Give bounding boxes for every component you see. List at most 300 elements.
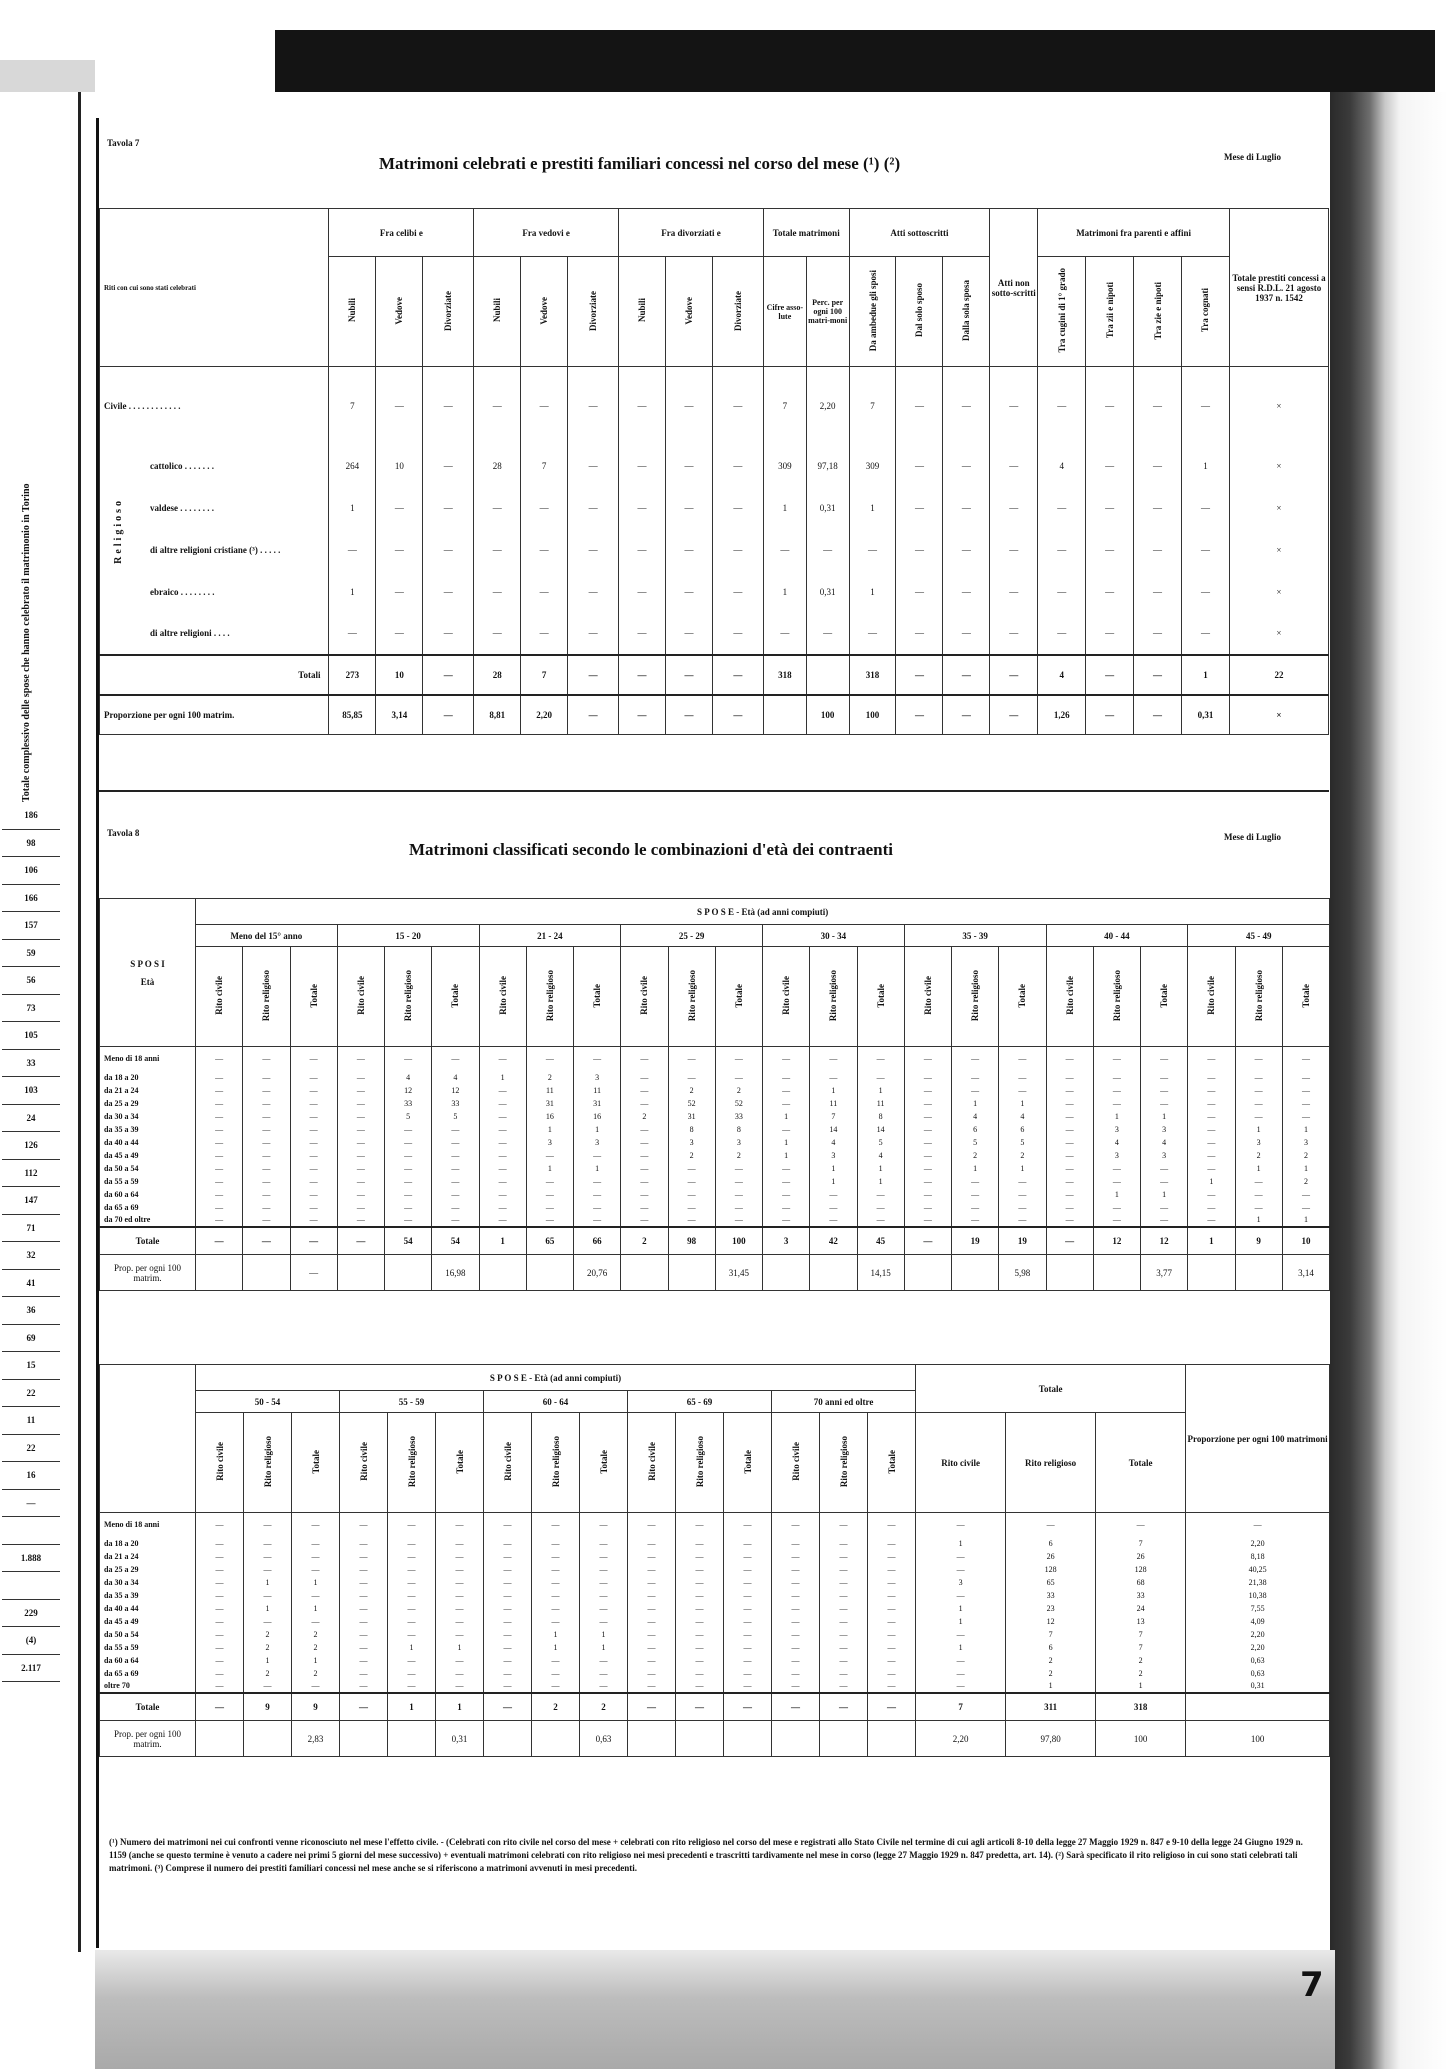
table-cell: — xyxy=(243,1227,290,1255)
table-cell: 1 xyxy=(329,487,376,529)
vertical-label: Totale xyxy=(454,1449,465,1474)
table-cell: — xyxy=(244,1537,292,1550)
table-cell: — xyxy=(763,1188,810,1201)
table-row xyxy=(100,1641,1330,1654)
table-cell: — xyxy=(526,1201,573,1214)
table-cell: — xyxy=(526,1175,573,1188)
table-cell: 14 xyxy=(857,1123,904,1136)
table-cell: — xyxy=(436,1667,484,1680)
table-cell: — xyxy=(715,1214,762,1227)
table-cell: — xyxy=(292,1537,340,1550)
table-cell: 318 xyxy=(763,655,806,695)
table-cell: — xyxy=(999,1084,1046,1097)
table-cell: — xyxy=(337,1214,384,1227)
table-cell: — xyxy=(196,1097,243,1110)
table-cell: — xyxy=(676,1680,724,1693)
table-cell: 1 xyxy=(810,1175,857,1188)
table-cell: — xyxy=(532,1589,580,1602)
stub-cell: 41 xyxy=(2,1270,60,1298)
stub-cell: 157 xyxy=(2,912,60,940)
stub-cell: 106 xyxy=(2,857,60,885)
table-cell: — xyxy=(196,1550,244,1563)
table-cell: — xyxy=(772,1576,820,1589)
table-cell: — xyxy=(337,1123,384,1136)
table-cell: — xyxy=(763,1123,810,1136)
stub-cell: 103 xyxy=(2,1077,60,1105)
total-cell: 2 xyxy=(1006,1654,1096,1667)
table-cell: — xyxy=(196,1136,243,1149)
table-cell: — xyxy=(340,1537,388,1550)
table-cell: 1 xyxy=(244,1576,292,1589)
table-cell: 54 xyxy=(385,1227,432,1255)
table-cell: — xyxy=(868,1680,916,1693)
table-cell: — xyxy=(1046,1149,1093,1162)
stub-heading: Totale complessivo delle spose che hanno celebrato il matrimonio in Torino xyxy=(21,483,32,802)
table-row xyxy=(100,1615,1330,1628)
table-row xyxy=(100,613,1329,655)
age-label: da 55 a 59 xyxy=(100,1641,196,1654)
table-cell: — xyxy=(484,1563,532,1576)
total-cell: — xyxy=(1006,1513,1096,1537)
table-cell: — xyxy=(340,1641,388,1654)
table-cell: 0,31 xyxy=(436,1721,484,1757)
table-cell: — xyxy=(574,1201,621,1214)
table-cell: — xyxy=(904,1071,951,1084)
subcol-header xyxy=(896,257,943,367)
table-cell: — xyxy=(376,571,423,613)
table-cell: — xyxy=(810,1071,857,1084)
table-cell: — xyxy=(337,1136,384,1149)
table-cell: — xyxy=(329,529,376,571)
table-cell: — xyxy=(857,1071,904,1084)
table-cell: — xyxy=(724,1563,772,1576)
table-cell: — xyxy=(479,1123,526,1136)
vertical-label: Vedove xyxy=(683,296,694,325)
table-cell: 7 xyxy=(763,367,806,445)
table-cell: — xyxy=(479,1201,526,1214)
table-cell: — xyxy=(243,1084,290,1097)
spose-header: S P O S E - Età (ad anni compiuti) xyxy=(196,899,1330,925)
stub-cell: 16 xyxy=(2,1462,60,1490)
table-cell: — xyxy=(772,1550,820,1563)
table-cell: — xyxy=(423,613,474,655)
table-cell: — xyxy=(990,445,1038,487)
subcol-label: Cifre asso-lute xyxy=(766,302,804,321)
table-cell: — xyxy=(580,1537,628,1550)
table-cell: — xyxy=(290,1175,337,1188)
table-cell xyxy=(868,1721,916,1757)
vertical-label: Rito religioso xyxy=(694,1435,705,1488)
vertical-label: Dalla sola sposa xyxy=(961,279,972,341)
table-cell: — xyxy=(1046,1162,1093,1175)
table-cell: — xyxy=(526,1149,573,1162)
table-cell: — xyxy=(196,1602,244,1615)
table-cell: 4 xyxy=(432,1071,479,1084)
totals-row xyxy=(100,1227,1330,1255)
table-cell: — xyxy=(484,1537,532,1550)
stub-cell: 22 xyxy=(2,1435,60,1463)
table-cell: — xyxy=(436,1602,484,1615)
table-cell: 1 xyxy=(526,1162,573,1175)
total-cell: 10,38 xyxy=(1186,1589,1330,1602)
table-cell: 1 xyxy=(1235,1162,1282,1175)
table-cell: — xyxy=(868,1628,916,1641)
stub-cell: — xyxy=(2,1490,60,1518)
total-cell: 0,63 xyxy=(1186,1667,1330,1680)
table-row xyxy=(100,1214,1330,1227)
table-cell: — xyxy=(676,1615,724,1628)
table-cell: 14 xyxy=(810,1123,857,1136)
table-cell: — xyxy=(676,1550,724,1563)
proportion-row xyxy=(100,1255,1330,1291)
table-cell: — xyxy=(619,695,666,735)
table-cell: 3 xyxy=(810,1149,857,1162)
table-cell: — xyxy=(943,529,990,571)
subcol-header xyxy=(423,257,474,367)
age-label: Meno di 18 anni xyxy=(100,1513,196,1537)
table-row xyxy=(100,1576,1330,1589)
table-cell: 5 xyxy=(385,1110,432,1123)
table-cell: 2 xyxy=(526,1071,573,1084)
vertical-label: Rito religioso xyxy=(1253,969,1264,1022)
separator xyxy=(99,790,1329,792)
footnote: (¹) Numero dei matrimoni nei cui confronti venne riconosciuto nel mese l'effetto civile. - (Celebrati con rito civile nel corso del mese + celebrati con rito religioso nel corso del mese e registrati allo Stato Civile nel termine di cui agli articoli 8-10 della legge 27 Maggio 1929 n. 847 e 9-10 della legge 24 Giugno 1929 n. 1159 (anche se questo termine è venuto a cadere nei primi 5 giorni del mese successivo) + eventuali matrimoni celebrati con rito religioso nei mesi precedenti e trascritti tardivamente nel mese in corso (legge 27 Maggio 1929 n. 847 predetta, art. 14). (²) Sarà specificato il rito religioso in cui sono stati celebrati tali matrimoni. (³) Comprese il numero dei prestiti familiari concessi nel mese anche se si riferiscono a matrimoni avvenuti in mesi precedenti. xyxy=(109,1837,1303,1873)
table-cell: 309 xyxy=(763,445,806,487)
table-cell: — xyxy=(1093,1214,1140,1227)
table-cell: 1 xyxy=(849,487,896,529)
table-row xyxy=(100,1136,1330,1149)
table-cell: — xyxy=(666,695,713,735)
table-row xyxy=(100,529,1329,571)
table-cell: 3 xyxy=(526,1136,573,1149)
table-cell xyxy=(724,1721,772,1757)
subcol-header xyxy=(810,947,857,1047)
total-cell: 40,25 xyxy=(1186,1563,1330,1576)
table-cell: — xyxy=(388,1537,436,1550)
table-cell: — xyxy=(1188,1123,1235,1136)
table-cell: — xyxy=(1141,1097,1188,1110)
table-cell: — xyxy=(619,571,666,613)
table-cell: — xyxy=(724,1537,772,1550)
total-cell: 1 xyxy=(1096,1680,1186,1693)
age-label: da 65 a 69 xyxy=(100,1201,196,1214)
total-cell: 2,20 xyxy=(1186,1641,1330,1654)
table-cell: 3 xyxy=(715,1136,762,1149)
table-cell: — xyxy=(474,529,521,571)
total-cell: 7 xyxy=(1006,1628,1096,1641)
table-cell: 2,20 xyxy=(916,1721,1006,1757)
age-label: da 70 ed oltre xyxy=(100,1214,196,1227)
stub-cell: 73 xyxy=(2,995,60,1023)
table-row xyxy=(100,1188,1330,1201)
table-cell: — xyxy=(580,1615,628,1628)
table-cell: 2 xyxy=(1282,1175,1330,1188)
table-cell: — xyxy=(432,1149,479,1162)
table-cell: — xyxy=(290,1047,337,1071)
table-cell: 16 xyxy=(526,1110,573,1123)
stub-cell: 32 xyxy=(2,1242,60,1270)
table-row xyxy=(100,1047,1330,1071)
subcol-header xyxy=(772,1413,820,1513)
table-cell: — xyxy=(868,1602,916,1615)
stub-cell: 15 xyxy=(2,1352,60,1380)
stub-cell: 166 xyxy=(2,885,60,913)
table-cell: — xyxy=(904,1149,951,1162)
table-cell: — xyxy=(385,1123,432,1136)
table-cell: 8 xyxy=(668,1123,715,1136)
row-label: Totali xyxy=(100,655,329,695)
vertical-label: Rito religioso xyxy=(403,969,414,1022)
table-cell: 1 xyxy=(1188,1227,1235,1255)
table-cell: — xyxy=(244,1589,292,1602)
age-group-header: 55 - 59 xyxy=(340,1391,484,1413)
table-cell: — xyxy=(574,1214,621,1227)
table-cell: — xyxy=(668,1214,715,1227)
table-cell: — xyxy=(243,1136,290,1149)
table-cell: — xyxy=(1046,1123,1093,1136)
table-cell: — xyxy=(1282,1047,1330,1071)
table-cell: — xyxy=(952,1071,999,1084)
table-cell: 12 xyxy=(385,1084,432,1097)
table-cell: — xyxy=(712,529,763,571)
age-group-header: 21 - 24 xyxy=(479,925,621,947)
table-cell: 1 xyxy=(1182,655,1230,695)
table-cell: 1 xyxy=(574,1162,621,1175)
table-cell: — xyxy=(1282,1201,1330,1214)
table-cell: — xyxy=(904,1214,951,1227)
table-cell: 1 xyxy=(1235,1123,1282,1136)
table-cell: — xyxy=(532,1615,580,1628)
vertical-label: Totale xyxy=(875,983,886,1008)
table-cell: — xyxy=(904,1175,951,1188)
subcol-header xyxy=(432,947,479,1047)
table-cell xyxy=(244,1721,292,1757)
table-cell: 8 xyxy=(715,1123,762,1136)
table-cell: — xyxy=(290,1110,337,1123)
table-cell: 2 xyxy=(532,1693,580,1721)
table-cell: — xyxy=(436,1513,484,1537)
table-cell: — xyxy=(532,1550,580,1563)
table-cell: — xyxy=(337,1047,384,1071)
table-cell: — xyxy=(676,1537,724,1550)
table-cell: 8 xyxy=(857,1110,904,1123)
table-cell: 28 xyxy=(474,655,521,695)
table-cell xyxy=(388,1721,436,1757)
table-cell: 1 xyxy=(580,1641,628,1654)
table-cell: — xyxy=(668,1162,715,1175)
subcol-header xyxy=(904,947,951,1047)
vertical-label: Rito religioso xyxy=(1111,969,1122,1022)
table-cell: — xyxy=(772,1589,820,1602)
table-cell: — xyxy=(943,445,990,487)
table-cell: — xyxy=(1182,613,1230,655)
table-cell: — xyxy=(196,1214,243,1227)
table-cell xyxy=(1188,1255,1235,1291)
table-cell: 2 xyxy=(715,1149,762,1162)
table-cell: — xyxy=(290,1255,337,1291)
sposi-header: S P O S I Età xyxy=(100,899,196,1047)
table-cell xyxy=(1046,1255,1093,1291)
table-cell: 3,14 xyxy=(1282,1255,1330,1291)
table-cell: 1 xyxy=(763,1110,810,1123)
table-cell: — xyxy=(376,529,423,571)
subcol-header xyxy=(196,947,243,1047)
vertical-label: Rito civile xyxy=(214,976,225,1015)
table-cell xyxy=(385,1255,432,1291)
subcol-header xyxy=(1086,257,1134,367)
age-label: da 30 a 34 xyxy=(100,1110,196,1123)
table-cell: 97,18 xyxy=(806,445,849,487)
table-cell: 5,98 xyxy=(999,1255,1046,1291)
table-cell: 3,77 xyxy=(1141,1255,1188,1291)
table-cell: — xyxy=(1086,529,1134,571)
table-cell: — xyxy=(521,487,568,529)
table-cell: 1 xyxy=(857,1175,904,1188)
table-cell: 42 xyxy=(810,1227,857,1255)
subcol-header xyxy=(1282,947,1330,1047)
table-cell: 1 xyxy=(292,1654,340,1667)
table-cell: — xyxy=(628,1602,676,1615)
table-cell: 2 xyxy=(621,1110,668,1123)
table-cell: 1 xyxy=(532,1628,580,1641)
table-cell: — xyxy=(772,1667,820,1680)
table-cell: — xyxy=(724,1550,772,1563)
table-cell: — xyxy=(1141,1214,1188,1227)
table-cell: — xyxy=(820,1537,868,1550)
total-cell: 128 xyxy=(1096,1563,1186,1576)
table-cell: — xyxy=(436,1615,484,1628)
table-cell: — xyxy=(484,1602,532,1615)
vertical-label: Rito religioso xyxy=(261,969,272,1022)
table-cell: — xyxy=(337,1097,384,1110)
table-cell: — xyxy=(244,1513,292,1537)
vertical-label: Vedove xyxy=(539,296,550,325)
table-cell: — xyxy=(999,1214,1046,1227)
total-cell: — xyxy=(916,1667,1006,1680)
table-cell: — xyxy=(521,571,568,613)
table-cell: 7 xyxy=(521,655,568,695)
table-cell: — xyxy=(340,1667,388,1680)
table-cell: 19 xyxy=(999,1227,1046,1255)
table-cell: — xyxy=(340,1680,388,1693)
table-cell: — xyxy=(724,1589,772,1602)
total-cell: 7 xyxy=(1096,1537,1186,1550)
subcol-header xyxy=(329,257,376,367)
table-cell: — xyxy=(628,1680,676,1693)
table-cell: — xyxy=(619,613,666,655)
table-cell: — xyxy=(479,1136,526,1149)
table-cell: — xyxy=(526,1188,573,1201)
table-cell: — xyxy=(290,1201,337,1214)
stub-cell xyxy=(2,1517,60,1545)
totale-header: Totale xyxy=(916,1365,1186,1413)
table-cell: — xyxy=(896,571,943,613)
table-cell: — xyxy=(484,1680,532,1693)
subcol-header xyxy=(376,257,423,367)
table-cell: 1 xyxy=(952,1162,999,1175)
table-cell: 20,76 xyxy=(574,1255,621,1291)
table-cell: 11 xyxy=(810,1097,857,1110)
table-cell: — xyxy=(619,529,666,571)
total-cell: 0,63 xyxy=(1186,1654,1330,1667)
table-cell: — xyxy=(676,1654,724,1667)
table-cell: — xyxy=(763,1097,810,1110)
table-cell: — xyxy=(521,367,568,445)
stub-cell: 71 xyxy=(2,1215,60,1243)
table-cell: — xyxy=(388,1563,436,1576)
subcol-header xyxy=(820,1413,868,1513)
total-cell: 2 xyxy=(1006,1667,1096,1680)
age-label: Meno di 18 anni xyxy=(100,1047,196,1071)
table-cell: — xyxy=(290,1188,337,1201)
table-cell: 1 xyxy=(1141,1110,1188,1123)
table-cell: — xyxy=(621,1188,668,1201)
table-cell: — xyxy=(628,1537,676,1550)
vertical-label: Rito religioso xyxy=(838,1435,849,1488)
table-cell: — xyxy=(432,1188,479,1201)
table-cell: — xyxy=(385,1214,432,1227)
table-cell: — xyxy=(1046,1175,1093,1188)
total-cell: 1 xyxy=(916,1602,1006,1615)
table-cell: 3 xyxy=(1141,1123,1188,1136)
table-cell: — xyxy=(904,1047,951,1071)
vertical-label: Vedove xyxy=(394,296,405,325)
col-group-totale: Totale matrimoni xyxy=(763,209,849,257)
table-cell xyxy=(337,1255,384,1291)
table-cell: 3 xyxy=(1093,1149,1140,1162)
table-cell: — xyxy=(668,1175,715,1188)
table-cell: — xyxy=(904,1084,951,1097)
table-cell: — xyxy=(532,1537,580,1550)
table-cell: — xyxy=(1046,1136,1093,1149)
table-row xyxy=(100,1563,1330,1576)
table-cell: — xyxy=(676,1513,724,1537)
table-cell: 2 xyxy=(1282,1149,1330,1162)
subcol-header xyxy=(1134,257,1182,367)
table-cell: 1 xyxy=(763,571,806,613)
table-cell: — xyxy=(676,1602,724,1615)
age-label: da 55 a 59 xyxy=(100,1175,196,1188)
table-cell: — xyxy=(952,1175,999,1188)
document-page xyxy=(96,118,1329,1948)
table-cell xyxy=(763,695,806,735)
table-cell: — xyxy=(479,1110,526,1123)
table-cell: — xyxy=(479,1162,526,1175)
table-row xyxy=(100,1628,1330,1641)
vertical-label: Divorziate xyxy=(443,290,454,331)
table-cell: — xyxy=(526,1214,573,1227)
table-cell: 45 xyxy=(857,1227,904,1255)
age-group-header: 15 - 20 xyxy=(337,925,479,947)
table-cell: 65 xyxy=(526,1227,573,1255)
vertical-label: Nubili xyxy=(347,298,358,323)
table-cell: — xyxy=(290,1097,337,1110)
table-cell: 7 xyxy=(329,367,376,445)
vertical-label: Totale xyxy=(886,1449,897,1474)
table-cell: — xyxy=(896,655,943,695)
table-cell: — xyxy=(479,1084,526,1097)
table-cell: — xyxy=(580,1576,628,1589)
table-cell: 3,14 xyxy=(376,695,423,735)
table-cell: — xyxy=(676,1576,724,1589)
table-cell: — xyxy=(857,1214,904,1227)
table-cell: — xyxy=(820,1693,868,1721)
table-cell: — xyxy=(820,1513,868,1537)
table-cell: 1 xyxy=(810,1162,857,1175)
table-cell: 100 xyxy=(1096,1721,1186,1757)
table-cell xyxy=(952,1255,999,1291)
table-row xyxy=(100,1602,1330,1615)
